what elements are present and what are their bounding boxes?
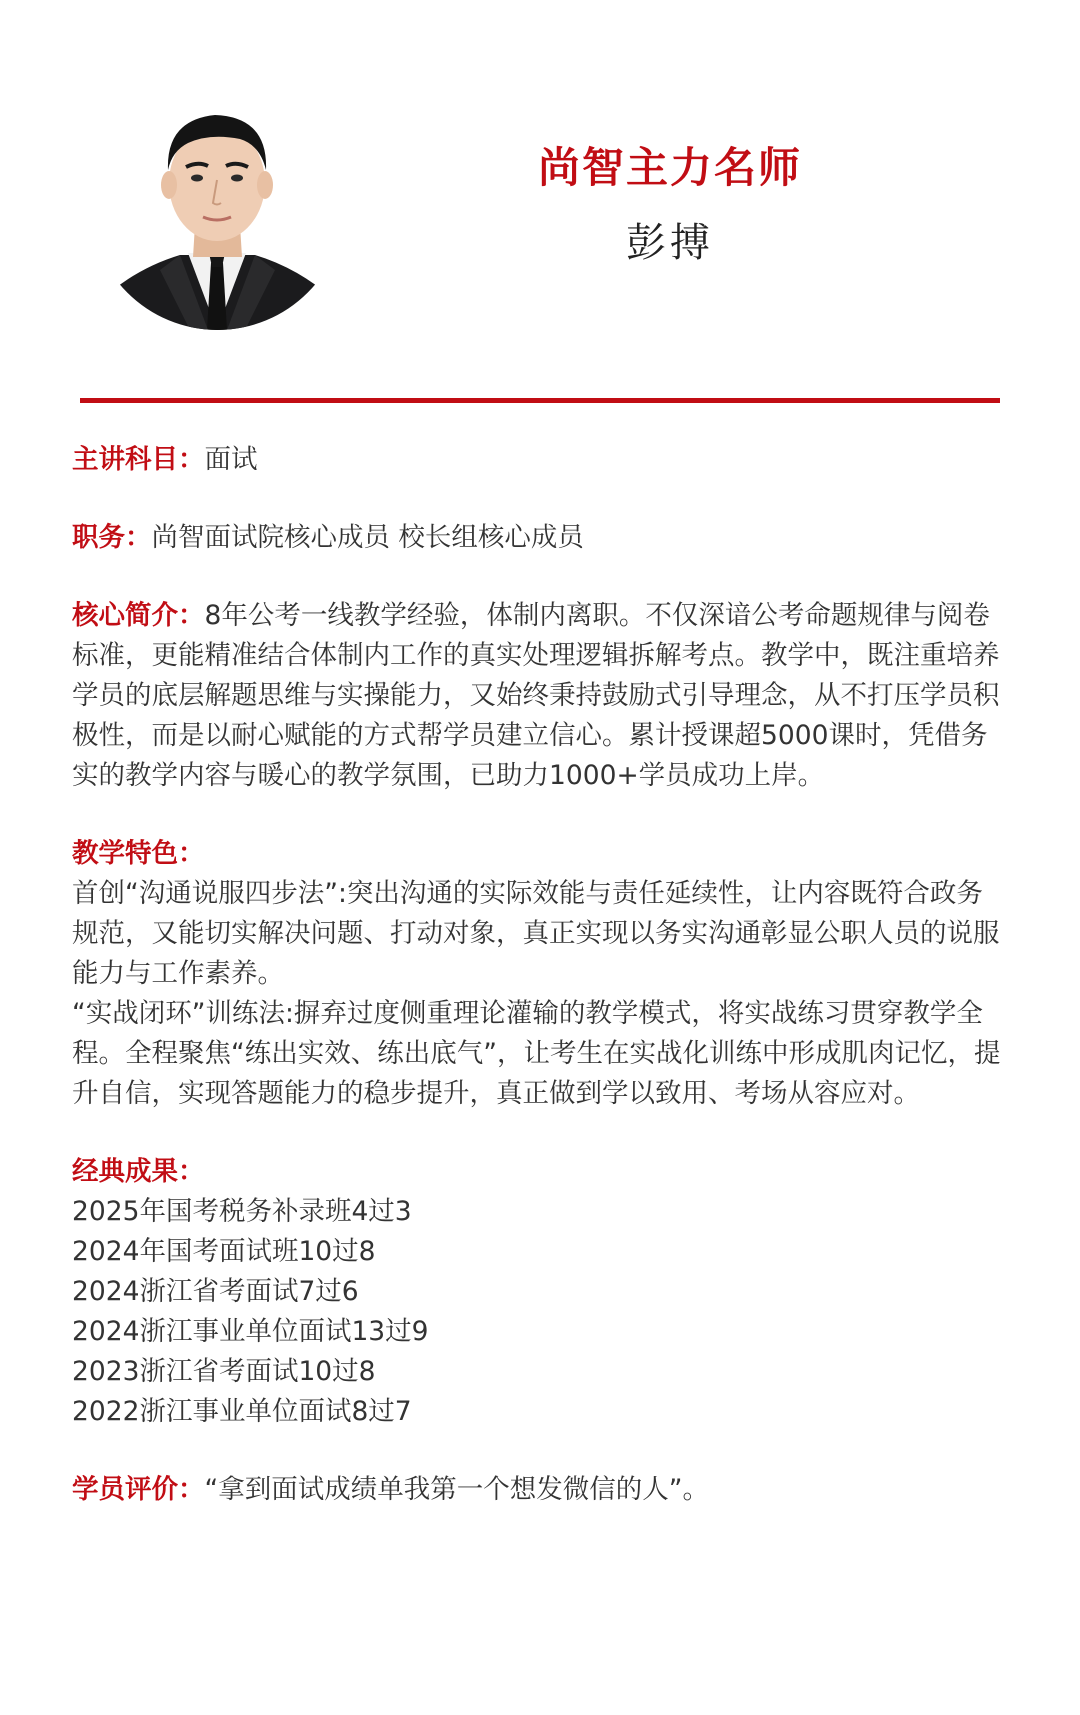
spacer [72, 1114, 1002, 1152]
result-item: 2024浙江事业单位面试13过9 [72, 1316, 429, 1347]
teacher-name: 彭搏 [626, 220, 714, 266]
teacher-avatar [90, 75, 345, 330]
spacer [72, 1432, 1002, 1470]
subject-value: 面试 [204, 444, 258, 475]
results-section [72, 1152, 1002, 1432]
feature-item: “实战闭环”训练法:摒弃过度侧重理论灌输的教学模式，将实战练习贯穿教学全程。全程聚焦“练出实效、练出底气”，让考生在实战化训练中形成肌肉记忆，提升自信，实现答题能力的稳步提升，真正做到学以致用、考场从容应对。 [72, 998, 1001, 1109]
result-item: 2025年国考税务补录班4过3 [72, 1196, 412, 1227]
result-item: 2024年国考面试班10过8 [72, 1236, 376, 1267]
results-label: 经典成果： [72, 1156, 205, 1187]
features-label: 教学特色： [72, 838, 205, 869]
review-label: 学员评价： [72, 1474, 205, 1505]
position-label: 职务： [72, 522, 152, 553]
result-item: 2022浙江事业单位面试8过7 [72, 1396, 412, 1427]
title-block [470, 140, 870, 268]
teacher-portrait [90, 75, 345, 330]
features-section [72, 834, 1002, 1114]
review-section [72, 1470, 1002, 1510]
header-divider [80, 398, 1000, 403]
profile-content [72, 440, 1002, 1510]
result-item: 2024浙江省考面试7过6 [72, 1276, 359, 1307]
intro-value: 8年公考一线教学经验，体制内离职。不仅深谙公考命题规律与阅卷标准，更能精准结合体制内工作的真实处理逻辑拆解考点。教学中，既注重培养学员的底层解题思维与实操能力，又始终秉持鼓励式引导理念，从不打压学员积极性，而是以耐心赋能的方式帮学员建立信心。累计授课超5000课时，凭借务实的教学内容与暖心的教学氛围，已助力1000+学员成功上岸。 [72, 600, 1000, 791]
result-item: 2023浙江省考面试10过8 [72, 1356, 376, 1387]
intro-section [72, 596, 1002, 796]
feature-item: 首创“沟通说服四步法”:突出沟通的实际效能与责任延续性，让内容既符合政务规范，又能切实解决问题、打动对象，真正实现以务实沟通彰显公职人员的说服能力与工作素养。 [72, 878, 1000, 989]
position-value: 尚智面试院核心成员 校长组核心成员 [151, 522, 584, 553]
profile-header [0, 0, 1080, 400]
spacer [72, 480, 1002, 518]
intro-label: 核心简介： [72, 600, 205, 631]
subject-section [72, 440, 1002, 480]
position-section [72, 518, 1002, 558]
page-title: 尚智主力名师 [537, 143, 802, 192]
review-value: “拿到面试成绩单我第一个想发微信的人”。 [204, 1474, 709, 1505]
subject-label: 主讲科目： [72, 444, 205, 475]
spacer [72, 796, 1002, 834]
spacer [72, 558, 1002, 596]
